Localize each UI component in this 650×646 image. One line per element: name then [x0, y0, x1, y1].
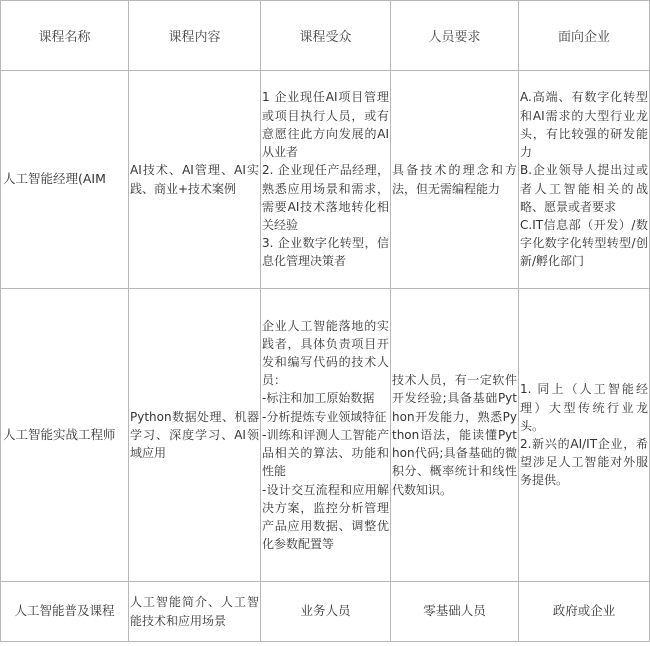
- course-name: 人工智能实战工程师: [1, 289, 129, 582]
- target-line: 2.新兴的AI/IT企业，希望涉足人工智能对外服务提供。: [520, 437, 648, 488]
- audience-line: 企业人工智能落地的实践者，具体负责项目开发和编写代码的技术人员：: [262, 318, 389, 388]
- header-course-name: 课程名称: [1, 1, 129, 71]
- audience-line: 1 企业现任AI项目管理或项目执行人员，或有意愿往此方向发展的AI从业者: [262, 90, 389, 160]
- target-enterprise: 政府或企业: [519, 582, 650, 642]
- course-content: AI技术、AI管理、AI实践、商业+技术案例: [129, 71, 261, 289]
- audience-line: -分析提炼专业领域特征: [262, 409, 387, 424]
- header-course-audience: 课程受众: [261, 1, 391, 71]
- audience-line: -训练和评测人工智能产品相关的算法、功能和性能: [262, 427, 389, 479]
- header-row: [1, 1, 650, 71]
- course-content: Python数据处理、机器学习、深度学习、AI领域应用: [129, 289, 261, 582]
- target-enterprise: [519, 289, 650, 582]
- target-line: B.企业领导人提出过或者人工智能相关的战略、愿景或者要求: [520, 163, 648, 214]
- table-row: [1, 71, 650, 289]
- header-course-content: 课程内容: [129, 1, 261, 71]
- personnel-requirement: 零基础人员: [391, 582, 519, 642]
- course-name: 人工智能普及课程: [1, 582, 129, 642]
- course-audience: [261, 71, 391, 289]
- target-enterprise: [519, 71, 650, 289]
- header-target-enterprise: 面向企业: [519, 1, 650, 71]
- personnel-requirement: 技术人员，有一定软件开发经验;具备基础Python开发能力，熟悉Python语法，能读懂Python代码;具备基础的微积分、概率统计和线性代数知识。: [391, 289, 519, 582]
- header-personnel-requirement: 人员要求: [391, 1, 519, 71]
- table-row: [1, 582, 650, 642]
- target-line: C.IT信息部（开发）/数字化数字化转型转型/创新/孵化部门: [520, 217, 648, 269]
- course-name: 人工智能经理(AIM: [1, 71, 129, 289]
- audience-line: -标注和加工原始数据: [262, 391, 375, 406]
- target-line: A.高端、有数字化转型和AI需求的大型行业龙头，有比较强的研发能力: [520, 90, 648, 160]
- table-row: [1, 289, 650, 582]
- target-line: 1. 同上（人工智能经理）大型传统行业龙头。: [520, 382, 648, 433]
- course-audience: [261, 289, 391, 582]
- audience-line: -设计交互流程和应用解决方案，监控分析管理产品应用数据、调整优化参数配置等: [262, 482, 389, 552]
- audience-line: 2. 企业现任产品经理，熟悉应用场景和需求，需要AI技术落地转化相关经验: [262, 163, 389, 232]
- audience-line: 3. 企业数字化转型，信息化管理决策者: [262, 236, 389, 269]
- course-audience: 业务人员: [261, 582, 391, 642]
- personnel-requirement: 具备技术的理念和方法，但无需编程能力: [391, 71, 519, 289]
- course-content: 人工智能简介、人工智能技术和应用场景: [129, 582, 261, 642]
